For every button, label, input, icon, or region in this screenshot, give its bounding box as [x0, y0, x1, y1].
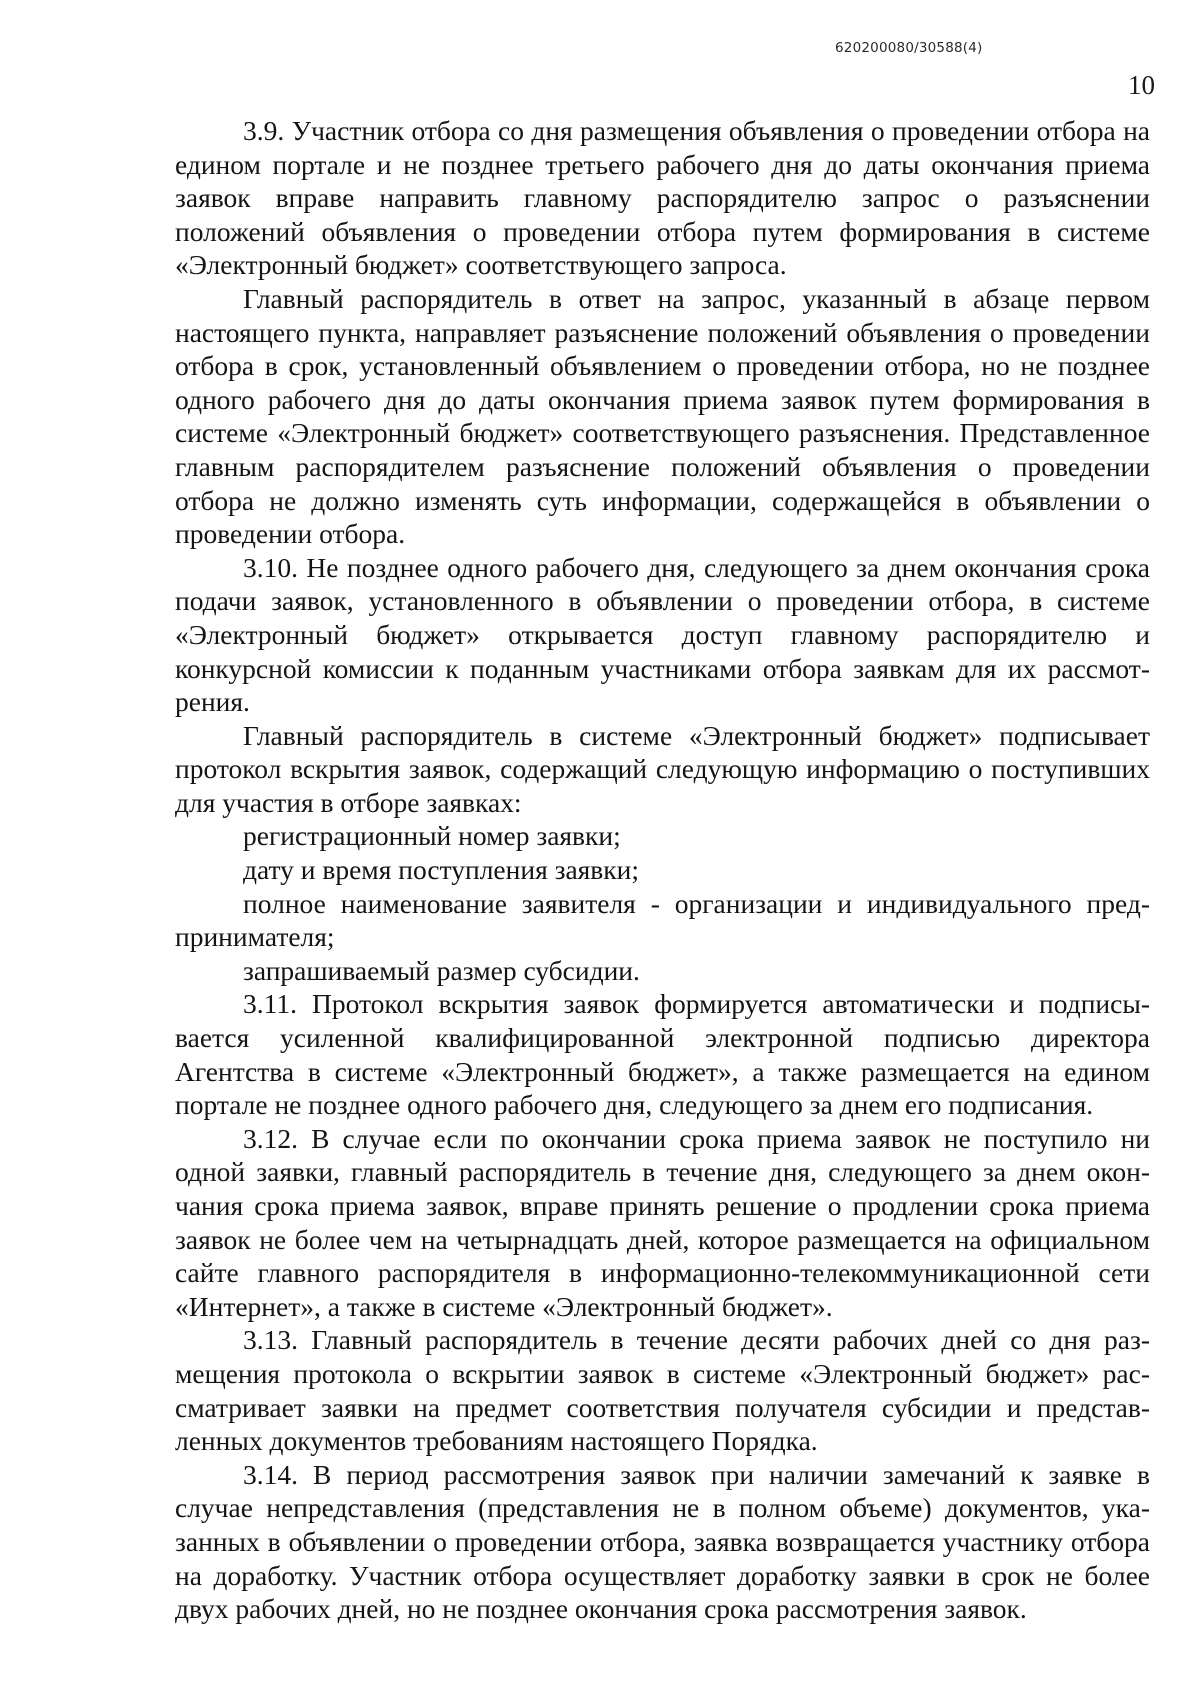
paragraph-3-12: 3.12. В случае если по окончании срока приема заявок не поступило ни одной заявки, главный распорядитель в течение дня, следующего за днем окончания срока приема заявок, вправе принять решение о продлении срока приема заявок не более чем на четырнадцать дней, которое размещается на официальном сайте главного распорядителя в информационно-телекоммуникационной сети «Интернет», а также в системе «Электронный бюджет».	[175, 1122, 1150, 1322]
document-id: 620200080/30588(4)	[835, 40, 983, 56]
paragraph-3-10: 3.10. Не позднее одного рабочего дня, следующего за днем окончания срока подачи заявок, установленного в объявлении о проведении отбора, в системе «Электронный бюджет» открывается доступ главному распорядителю и конкурсной комиссии к поданным участниками отбора заявкам для их рассмотрения.	[175, 551, 1150, 718]
paragraph-3-11: 3.11. Протокол вскрытия заявок формируется автоматически и подписывается усиленной квалифицированной электронной подписью директора Агентства в системе «Электронный бюджет», а также размещается на едином портале не позднее одного рабочего дня, следующего за днем его подписания.	[175, 988, 1150, 1121]
list-item-date-time: дату и время поступления заявки;	[243, 854, 640, 886]
paragraph-protocol-intro: Главный распорядитель в системе «Электронный бюджет» подписывает протокол вскрытия заявок, содержащий следующую информацию о поступивших для участия в отборе заявках:	[175, 719, 1150, 818]
paragraph-clarification: Главный распорядитель в ответ на запрос, указанный в абзаце первом настоящего пункта, направляет разъяснение положений объявления о проведении отбора в срок, установленный объявлением о проведении отбора, но не позднее одного рабочего дня до даты окончания приема заявок путем формирования в системе «Электронный бюджет» соответствующего разъяснения. Представленное главным распорядителем разъяснение положений объявления о проведении отбора не должно изменять суть информации, содержащейся в объявлении о проведении отбора.	[175, 282, 1150, 550]
page-number: 10	[1128, 70, 1155, 100]
paragraph-3-14: 3.14. В период рассмотрения заявок при наличии замечаний к заявке в случае непредставления (представления не в полном объеме) документов, указанных в объявлении о проведении отбора, заявка возвращается участнику отбора на доработку. Участник отбора осуществляет доработку заявки в срок не более двух рабочих дней, но не позднее окончания срока рассмотрения заявок.	[175, 1458, 1150, 1625]
list-item-applicant-name: полное наименование заявителя - организации и индивидуального предпринимателя;	[175, 887, 1150, 953]
paragraph-3-13: 3.13. Главный распорядитель в течение десяти рабочих дней со дня размещения протокола о вскрытии заявок в системе «Электронный бюджет» рассматривает заявки на предмет соответствия получателя субсидии и представленных документов требованиям настоящего Порядка.	[175, 1324, 1150, 1457]
document-body	[175, 114, 1150, 1626]
paragraph-3-9: 3.9. Участник отбора со дня размещения объявления о проведении отбора на едином портале и не позднее третьего рабочего дня до даты окончания приема заявок вправе направить главному распорядителю запрос о разъяснении положений объявления о проведении отбора путем формирования в системе «Электронный бюджет» соответствующего запроса.	[175, 115, 1150, 281]
list-item-subsidy-amount: запрашиваемый размер субсидии.	[243, 954, 640, 986]
list-item-registration-number: регистрационный номер заявки;	[243, 820, 621, 852]
